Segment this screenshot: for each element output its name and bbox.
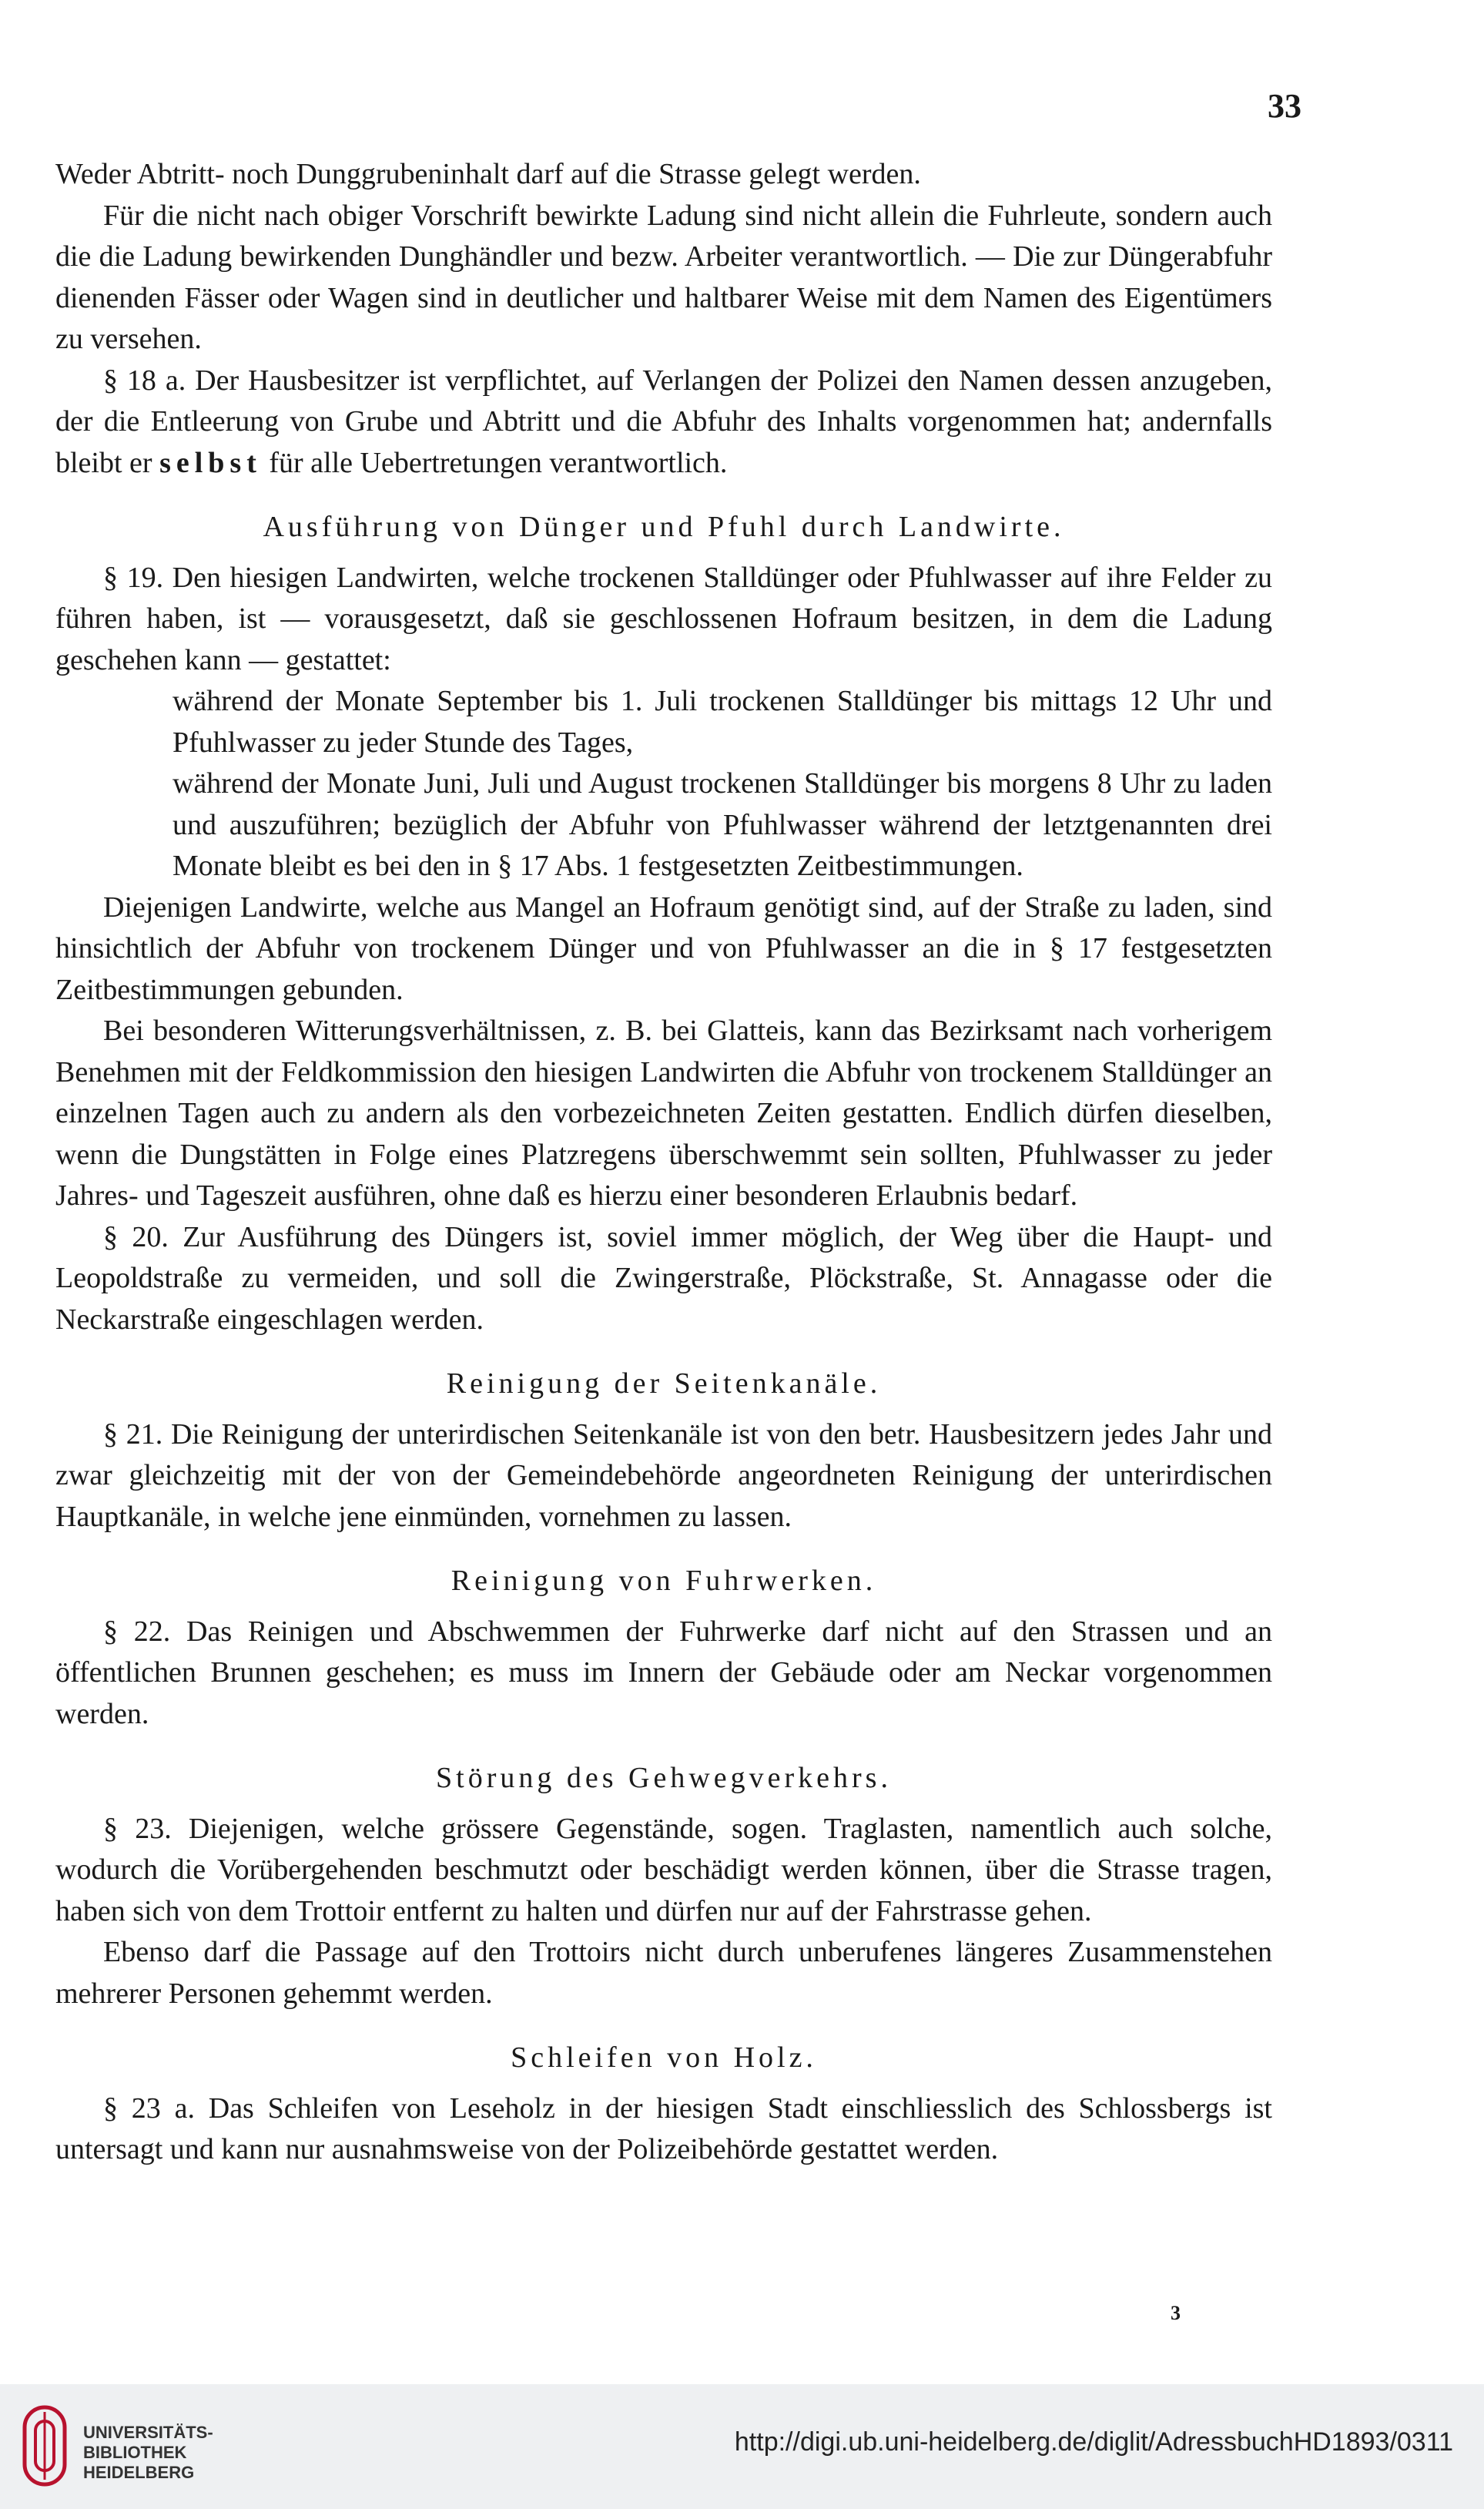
section-heading: Störung des Gehwegverkehrs. (436, 1762, 892, 1794)
emphasized-word: selbst (159, 446, 262, 479)
library-name-line: BIBLIOTHEK (83, 2443, 187, 2462)
paragraph: Bei besonderen Witterungsverhältnissen, z. B. bei Glatteis, kann das Bezirksamt nach vorherigem Benehmen mit der Feldkommission den hiesigen Landwirten die Abfuhr von trockenem Stalldünger an einzelnen Tagen auch zu andern als den vorbezeichneten Zeiten gestatten. Endlich dürfen dieselben, wenn die Dungstätten in Folge eines Platzregens überschwemmt sein sollten, Pfuhlwasser zu jeder Jahres- und Tageszeit ausführen, ohne daß es hierzu einer besonderen Erlaubnis bedarf. (55, 1015, 1272, 1212)
paragraph: § 23 a. Das Schleifen von Leseholz in der hiesigen Stadt einschliesslich des Schlossbergs ist untersagt und kann nur ausnahmsweise von der Polizeibehörde gestattet werden. (55, 2091, 1272, 2165)
document-body (55, 154, 1272, 2171)
paragraph: § 22. Das Reinigen und Abschwemmen der Fuhrwerke darf nicht auf den Strassen und an öffentlichen Brunnen geschehen; es muss im Innern der Gebäude oder am Neckar vorgenommen werden. (55, 1615, 1272, 1730)
signature-mark: 3 (1171, 2302, 1181, 2324)
paragraph: Weder Abtritt- noch Dunggrubeninhalt darf auf die Strasse gelegt werden. (55, 158, 921, 190)
paragraph: § 21. Die Reinigung der unterirdischen Seitenkanäle ist von den betr. Hausbesitzern jedes Jahr und zwar gleichzeitig mit der von der Gemeindebehörde angeordneten Reinigung der unterirdischen Hauptkanäle, in welche jene einmünden, vornehmen zu lassen. (55, 1417, 1272, 1533)
university-seal-icon (22, 2404, 68, 2487)
section-heading: Reinigung von Fuhrwerken. (451, 1565, 877, 1597)
section-heading: Schleifen von Holz. (511, 2041, 817, 2074)
source-url-link[interactable]: http://digi.ub.uni-heidelberg.de/diglit/AdressbuchHD1893/0311 (734, 2427, 1453, 2457)
paragraph-text: für alle Uebertretungen verantwortlich. (269, 446, 728, 479)
paragraph: § 23. Diejenigen, welche grössere Gegenstände, sogen. Traglasten, namentlich auch solche, wodurch die Vorübergehenden beschmutzt oder beschädigt werden können, über die Strasse tragen, haben sich von dem Trottoir entfernt zu halten und dürfen nur auf der Fahrstrasse gehen. (55, 1812, 1272, 1927)
library-name-line: UNIVERSITÄTS- (83, 2423, 213, 2442)
list-item: während der Monate September bis 1. Juli trockenen Stalldünger bis mittags 12 Uhr und Pfuhlwasser zu jeder Stunde des Tages, (173, 685, 1272, 759)
paragraph-18a (55, 361, 1272, 485)
paragraph: § 20. Zur Ausführung des Düngers ist, soviel immer möglich, der Weg über die Haupt- und Leopoldstraße zu vermeiden, und soll die Zwingerstraße, Plöckstraße, St. Annagasse oder die Neckarstraße eingeschlagen werden. (55, 1220, 1272, 1336)
paragraph-text: § 18 a. Der Hausbesitzer ist verpflichtet, auf Verlangen der Polizei den Namen dessen anzugeben, der die Entleerung von Grube und Abtritt und die Abfuhr des Inhalts vorgenommen hat; andernfalls bleibt er (55, 364, 1272, 479)
paragraph: Ebenso darf die Passage auf den Trottoirs nicht durch unberufenes längeres Zusammenstehen mehrerer Personen gehemmt werden. (55, 1936, 1272, 2010)
footer-bar (0, 2384, 1484, 2509)
library-name-line: HEIDELBERG (83, 2463, 195, 2482)
page-number: 33 (1268, 87, 1301, 125)
paragraph: Diejenigen Landwirte, welche aus Mangel an Hofraum genötigt sind, auf der Straße zu laden, sind hinsichtlich der Abfuhr von trockenem Dünger und von Pfuhlwasser an die in § 17 festgesetzten Zeitbestimmungen gebunden. (55, 891, 1272, 1006)
library-name (83, 2423, 213, 2483)
list-item: während der Monate Juni, Juli und August trockenen Stalldünger bis morgens 8 Uhr zu laden und auszuführen; bezüglich der Abfuhr von Pfuhlwasser während der letztgenannten drei Monate bleibt es bei den in § 17 Abs. 1 festgesetzten Zeitbestimmungen. (173, 767, 1272, 882)
section-heading: Ausführung von Dünger und Pfuhl durch Landwirte. (263, 511, 1065, 543)
paragraph: § 19. Den hiesigen Landwirten, welche trockenen Stalldünger oder Pfuhlwasser auf ihre Felder zu führen haben, ist — vorausgesetzt, daß sie geschlossenen Hofraum besitzen, in dem die Ladung geschehen kann — gestattet: (55, 561, 1272, 676)
paragraph: Für die nicht nach obiger Vorschrift bewirkte Ladung sind nicht allein die Fuhrleute, sondern auch die die Ladung bewirkenden Dunghändler und bezw. Arbeiter verantwortlich. — Die zur Düngerabfuhr dienenden Fässer oder Wagen sind in deutlicher und haltbarer Weise mit dem Namen des Eigentümers zu versehen. (55, 199, 1272, 355)
section-heading: Reinigung der Seitenkanäle. (446, 1367, 882, 1400)
